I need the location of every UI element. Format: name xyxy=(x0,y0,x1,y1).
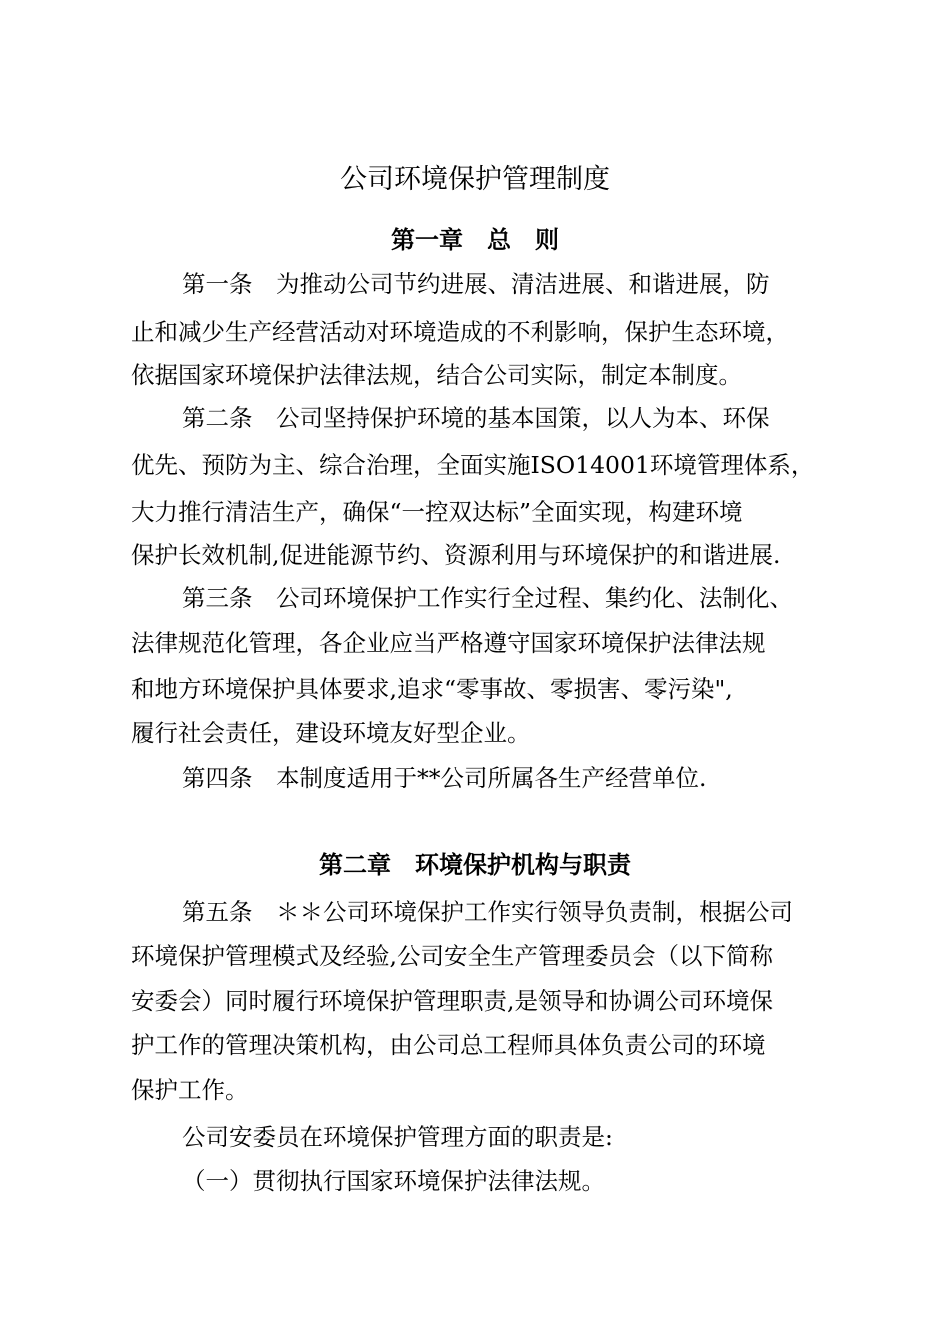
document-title: 公司环境保护管理制度 xyxy=(340,164,610,195)
article-1-line-2: 止和减少生产经营活动对环境造成的不利影响，保护生态环境， xyxy=(131,318,789,346)
chapter-2-heading: 第二章 环境保护机构与职责 xyxy=(319,851,631,879)
article-2-line-3: 大力推行清洁生产，确保“一控双达标”全面实现，构建环境 xyxy=(131,498,743,526)
article-1-line-1: 第一条 为推动公司节约进展、清洁进展、和谐进展，防 xyxy=(182,270,770,298)
article-5-line-2: 环境保护管理模式及经验,公司安全生产管理委员会（以下简称 xyxy=(131,942,773,970)
article-2-line-4: 保护长效机制,促进能源节约、资源利用与环境保护的和谐进展. xyxy=(131,541,781,569)
duties-intro: 公司安委员在环境保护管理方面的职责是: xyxy=(182,1123,613,1151)
article-2-line-2: 优先、预防为主、综合治理，全面实施ISO14001环境管理体系， xyxy=(131,451,815,479)
chapter-1-heading: 第一章 总 则 xyxy=(391,226,559,254)
article-5-line-3: 安委会）同时履行环境保护管理职责,是领导和协调公司环境保 xyxy=(131,987,773,1015)
article-5-line-1: 第五条 ＊＊公司环境保护工作实行领导负责制，根据公司 xyxy=(182,898,793,926)
article-2-line-1: 第二条 公司坚持保护环境的基本国策，以人为本、环保 xyxy=(182,404,770,432)
article-5-line-4: 护工作的管理决策机构，由公司总工程师具体负责公司的环境 xyxy=(131,1031,766,1059)
article-5-line-5: 保护工作。 xyxy=(131,1076,249,1104)
article-3-line-4: 履行社会责任，建设环境友好型企业。 xyxy=(131,719,531,747)
duty-item-1: （一）贯彻执行国家环境保护法律法规。 xyxy=(182,1167,605,1195)
article-1-line-3: 依据国家环境保护法律法规，结合公司实际，制定本制度。 xyxy=(131,361,742,389)
article-4: 第四条 本制度适用于**公司所属各生产经营单位. xyxy=(182,764,707,792)
article-3-line-3: 和地方环境保护具体要求,追求“零事故、零损害、零污染", xyxy=(131,675,733,703)
article-3-line-2: 法律规范化管理，各企业应当严格遵守国家环境保护法律法规 xyxy=(131,629,766,657)
article-3-line-1: 第三条 公司环境保护工作实行全过程、集约化、法制化、 xyxy=(182,584,793,612)
